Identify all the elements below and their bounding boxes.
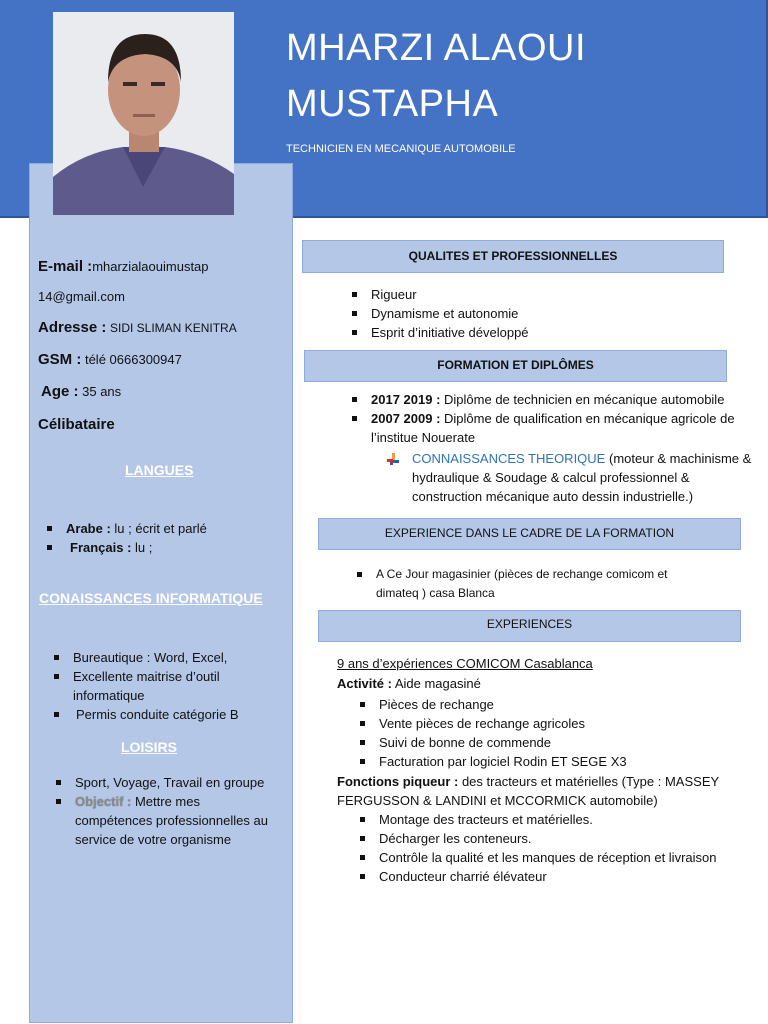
informatique-heading-part2: INFORMATIQUE xyxy=(155,590,263,606)
langues-heading: LANGUES xyxy=(125,462,194,478)
email-value-part1: mharzialaouimustap xyxy=(92,259,209,274)
list-item: Sport, Voyage, Travail en groupe xyxy=(53,773,273,792)
profile-photo xyxy=(53,12,234,215)
candidate-name xyxy=(286,20,586,132)
informatique-list xyxy=(51,648,276,724)
experience-title: 9 ans d’expériences COMICOM Casablanca xyxy=(337,656,593,671)
fonctions-label: Fonctions piqueur : xyxy=(337,774,459,789)
list-item: Pièces de rechange xyxy=(357,695,737,714)
list-item: A Ce Jour magasinier (pièces de rechange comicom et dimateq ) casa Blanca xyxy=(354,565,699,603)
list-item: Suivi de bonne de commende xyxy=(357,733,737,752)
experience-formation-heading: EXPERIENCE DANS LE CADRE DE LA FORMATION xyxy=(318,518,741,550)
activite-value: Aide magasiné xyxy=(394,676,481,691)
list-item: Dynamisme et autonomie xyxy=(349,304,669,323)
activite-line xyxy=(337,676,481,691)
theorique-block xyxy=(412,449,762,506)
email-label: E-mail : xyxy=(38,258,93,275)
fonctions-list xyxy=(357,810,757,886)
fonctions-block xyxy=(337,772,757,810)
list-item: 2007 2009 : Diplôme de qualification en mécanique agricole de l’institue Nouerate xyxy=(349,409,764,447)
list-item: Bureautique : Word, Excel, xyxy=(51,648,276,667)
age-value: 35 ans xyxy=(82,384,122,399)
theorique-label: CONNAISSANCES THEORIQUE xyxy=(412,451,606,466)
address-value: SIDI SLIMAN KENITRA xyxy=(110,321,237,335)
experience-formation-list xyxy=(354,565,699,603)
list-item: 2017 2019 : Diplôme de technicien en mécanique automobile xyxy=(349,390,764,409)
objectif-label: Objectif : xyxy=(75,794,132,809)
list-item: Rigueur xyxy=(349,285,669,304)
age-label: Age : xyxy=(41,383,79,400)
list-item: Arabe : lu ; écrit et parlé xyxy=(44,519,284,538)
theorique-text: (moteur & machinisme & hydraulique & Soudage & calcul professionnel & construction mécanique auto dessin industrielle.) xyxy=(412,451,752,504)
gsm-value: télé 0666300947 xyxy=(84,352,182,367)
list-item: Décharger les conteneurs. xyxy=(357,829,757,848)
list-item: Conducteur charrié élévateur xyxy=(357,867,757,886)
age-line xyxy=(41,383,121,400)
theorique-icon xyxy=(387,452,401,470)
informatique-heading-part1: CONAISSANCES xyxy=(39,590,152,606)
list-item: Vente pièces de rechange agricoles xyxy=(357,714,737,733)
formation-heading: FORMATION ET DIPLÔMES xyxy=(304,350,727,382)
activite-list xyxy=(357,695,737,771)
loisirs-heading: LOISIRS xyxy=(121,739,178,755)
email-value-part2: 14@gmail.com xyxy=(38,289,125,304)
list-item: Esprit d’initiative développé xyxy=(349,323,669,342)
objectif-text: Mettre mes compétences professionnelles au service de votre organisme xyxy=(75,794,268,847)
email-line xyxy=(38,258,209,275)
list-item: Contrôle la qualité et les manques de réception et livraison xyxy=(357,848,757,867)
qualites-list xyxy=(349,285,669,342)
list-item: Excellente maitrise d’outil informatique xyxy=(51,667,276,705)
list-item xyxy=(53,792,273,849)
address-line xyxy=(38,319,237,336)
name-line-2: MUSTAPHA xyxy=(286,83,499,125)
informatique-heading xyxy=(39,590,263,606)
qualites-heading: QUALITES ET PROFESSIONNELLES xyxy=(302,240,724,273)
formation-list xyxy=(349,390,764,447)
job-title: TECHNICIEN EN MECANIQUE AUTOMOBILE xyxy=(286,143,516,155)
activite-label: Activité : xyxy=(337,676,392,691)
list-item: Permis conduite catégorie B xyxy=(51,705,276,724)
name-line-1: MHARZI ALAOUI xyxy=(286,27,586,69)
list-item: Facturation par logiciel Rodin ET SEGE X3 xyxy=(357,752,737,771)
langues-list xyxy=(44,519,284,557)
fonctions-value: des tracteurs et matérielles (Type : MASSEY FERGUSSON & LANDINI et MCCORMICK automobile) xyxy=(337,774,719,808)
experiences-heading: EXPERIENCES xyxy=(318,610,741,642)
list-item: Français : lu ; xyxy=(44,538,284,557)
list-item: Montage des tracteurs et matérielles. xyxy=(357,810,757,829)
gsm-line xyxy=(38,351,182,368)
address-label: Adresse : xyxy=(38,319,107,336)
marital-status: Célibataire xyxy=(38,416,115,433)
loisirs-list xyxy=(53,773,273,849)
gsm-label: GSM : xyxy=(38,351,82,368)
